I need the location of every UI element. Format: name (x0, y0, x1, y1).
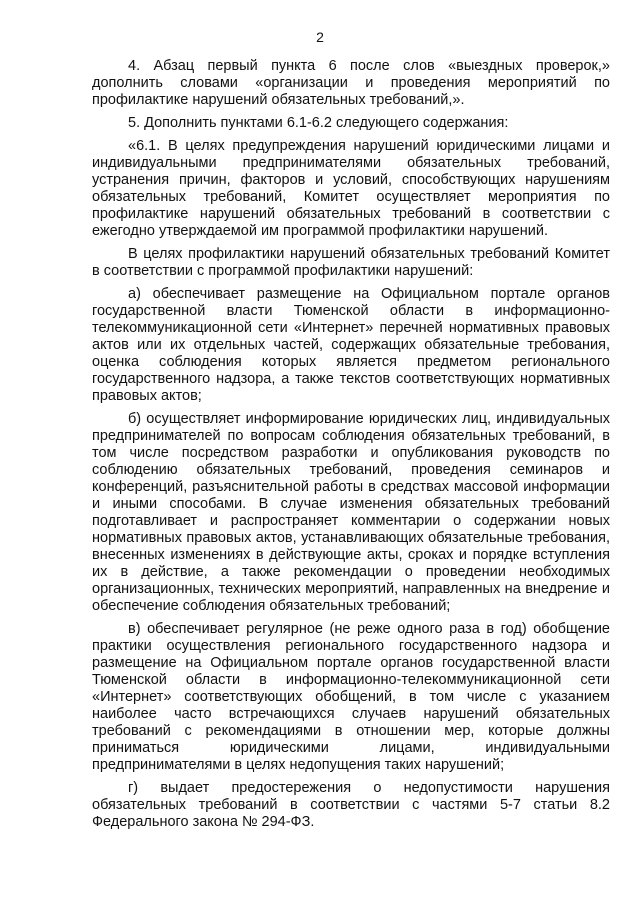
paragraph-subitem-v: в) обеспечивает регулярное (не реже одного раза в год) обобщение практики осуществления регионального государственного надзора и размещение на Официальном портале органов государственной власти Тюменской области в информационно-телекоммуникационной сети «Интернет» соответствующих обобщений, в том числе с указанием наиболее часто встречающихся случаев нарушений обязательных требований с рекомендациями в отношении мер, которые должны приниматься юридическими лицами, индивидуальными предпринимателями в целях недопущения таких нарушений; (92, 621, 610, 773)
document-body (92, 58, 610, 837)
paragraph-subitem-a: а) обеспечивает размещение на Официальном портале органов государственной власти Тюменской области в информационно-телекоммуникационной сети «Интернет» перечней нормативных правовых актов или их отдельных частей, содержащих обязательные требования, оценка соблюдения которых является предметом регионального государственного надзора, а также текстов соответствующих нормативных правовых актов; (92, 286, 610, 404)
paragraph-clause-6-1: «6.1. В целях предупреждения нарушений юридическими лицами и индивидуальными предпринимателями обязательных требований, устранения причин, факторов и условий, способствующих нарушениям обязательных требований, Комитет осуществляет мероприятия по профилактике нарушений обязательных требований в соответствии с ежегодно утверждаемой им программой профилактики нарушений. (92, 138, 610, 239)
paragraph-item-5: 5. Дополнить пунктами 6.1-6.2 следующего содержания: (128, 115, 509, 131)
paragraph-subitem-g: г) выдает предостережения о недопустимости нарушения обязательных требований в соответствии с частями 5-7 статьи 8.2 Федерального закона № 294-ФЗ. (92, 780, 610, 830)
paragraph-item-4: 4. Абзац первый пункта 6 после слов «выездных проверок,» дополнить словами «организации и проведения мероприятий по профилактике нарушений обязательных требований,». (92, 58, 610, 108)
page-number: 2 (316, 29, 324, 45)
paragraph-prevention-intro: В целях профилактики нарушений обязательных требований Комитет в соответствии с программой профилактики нарушений: (92, 246, 610, 279)
paragraph-subitem-b: б) осуществляет информирование юридических лиц, индивидуальных предпринимателей по вопросам соблюдения обязательных требований, в том числе посредством разработки и опубликования руководств по соблюдению обязательных требований, проведения семинаров и конференций, разъяснительной работы в средствах массовой информации и иными способами. В случае изменения обязательных требований подготавливает и распространяет комментарии о содержании новых нормативных правовых актов, устанавливающих обязательные требования, внесенных изменениях в действующие акты, сроках и порядке вступления их в действие, а также рекомендации о проведении необходимых организационных, технических мероприятий, направленных на внедрение и обеспечение соблюдения обязательных требований; (92, 411, 610, 614)
